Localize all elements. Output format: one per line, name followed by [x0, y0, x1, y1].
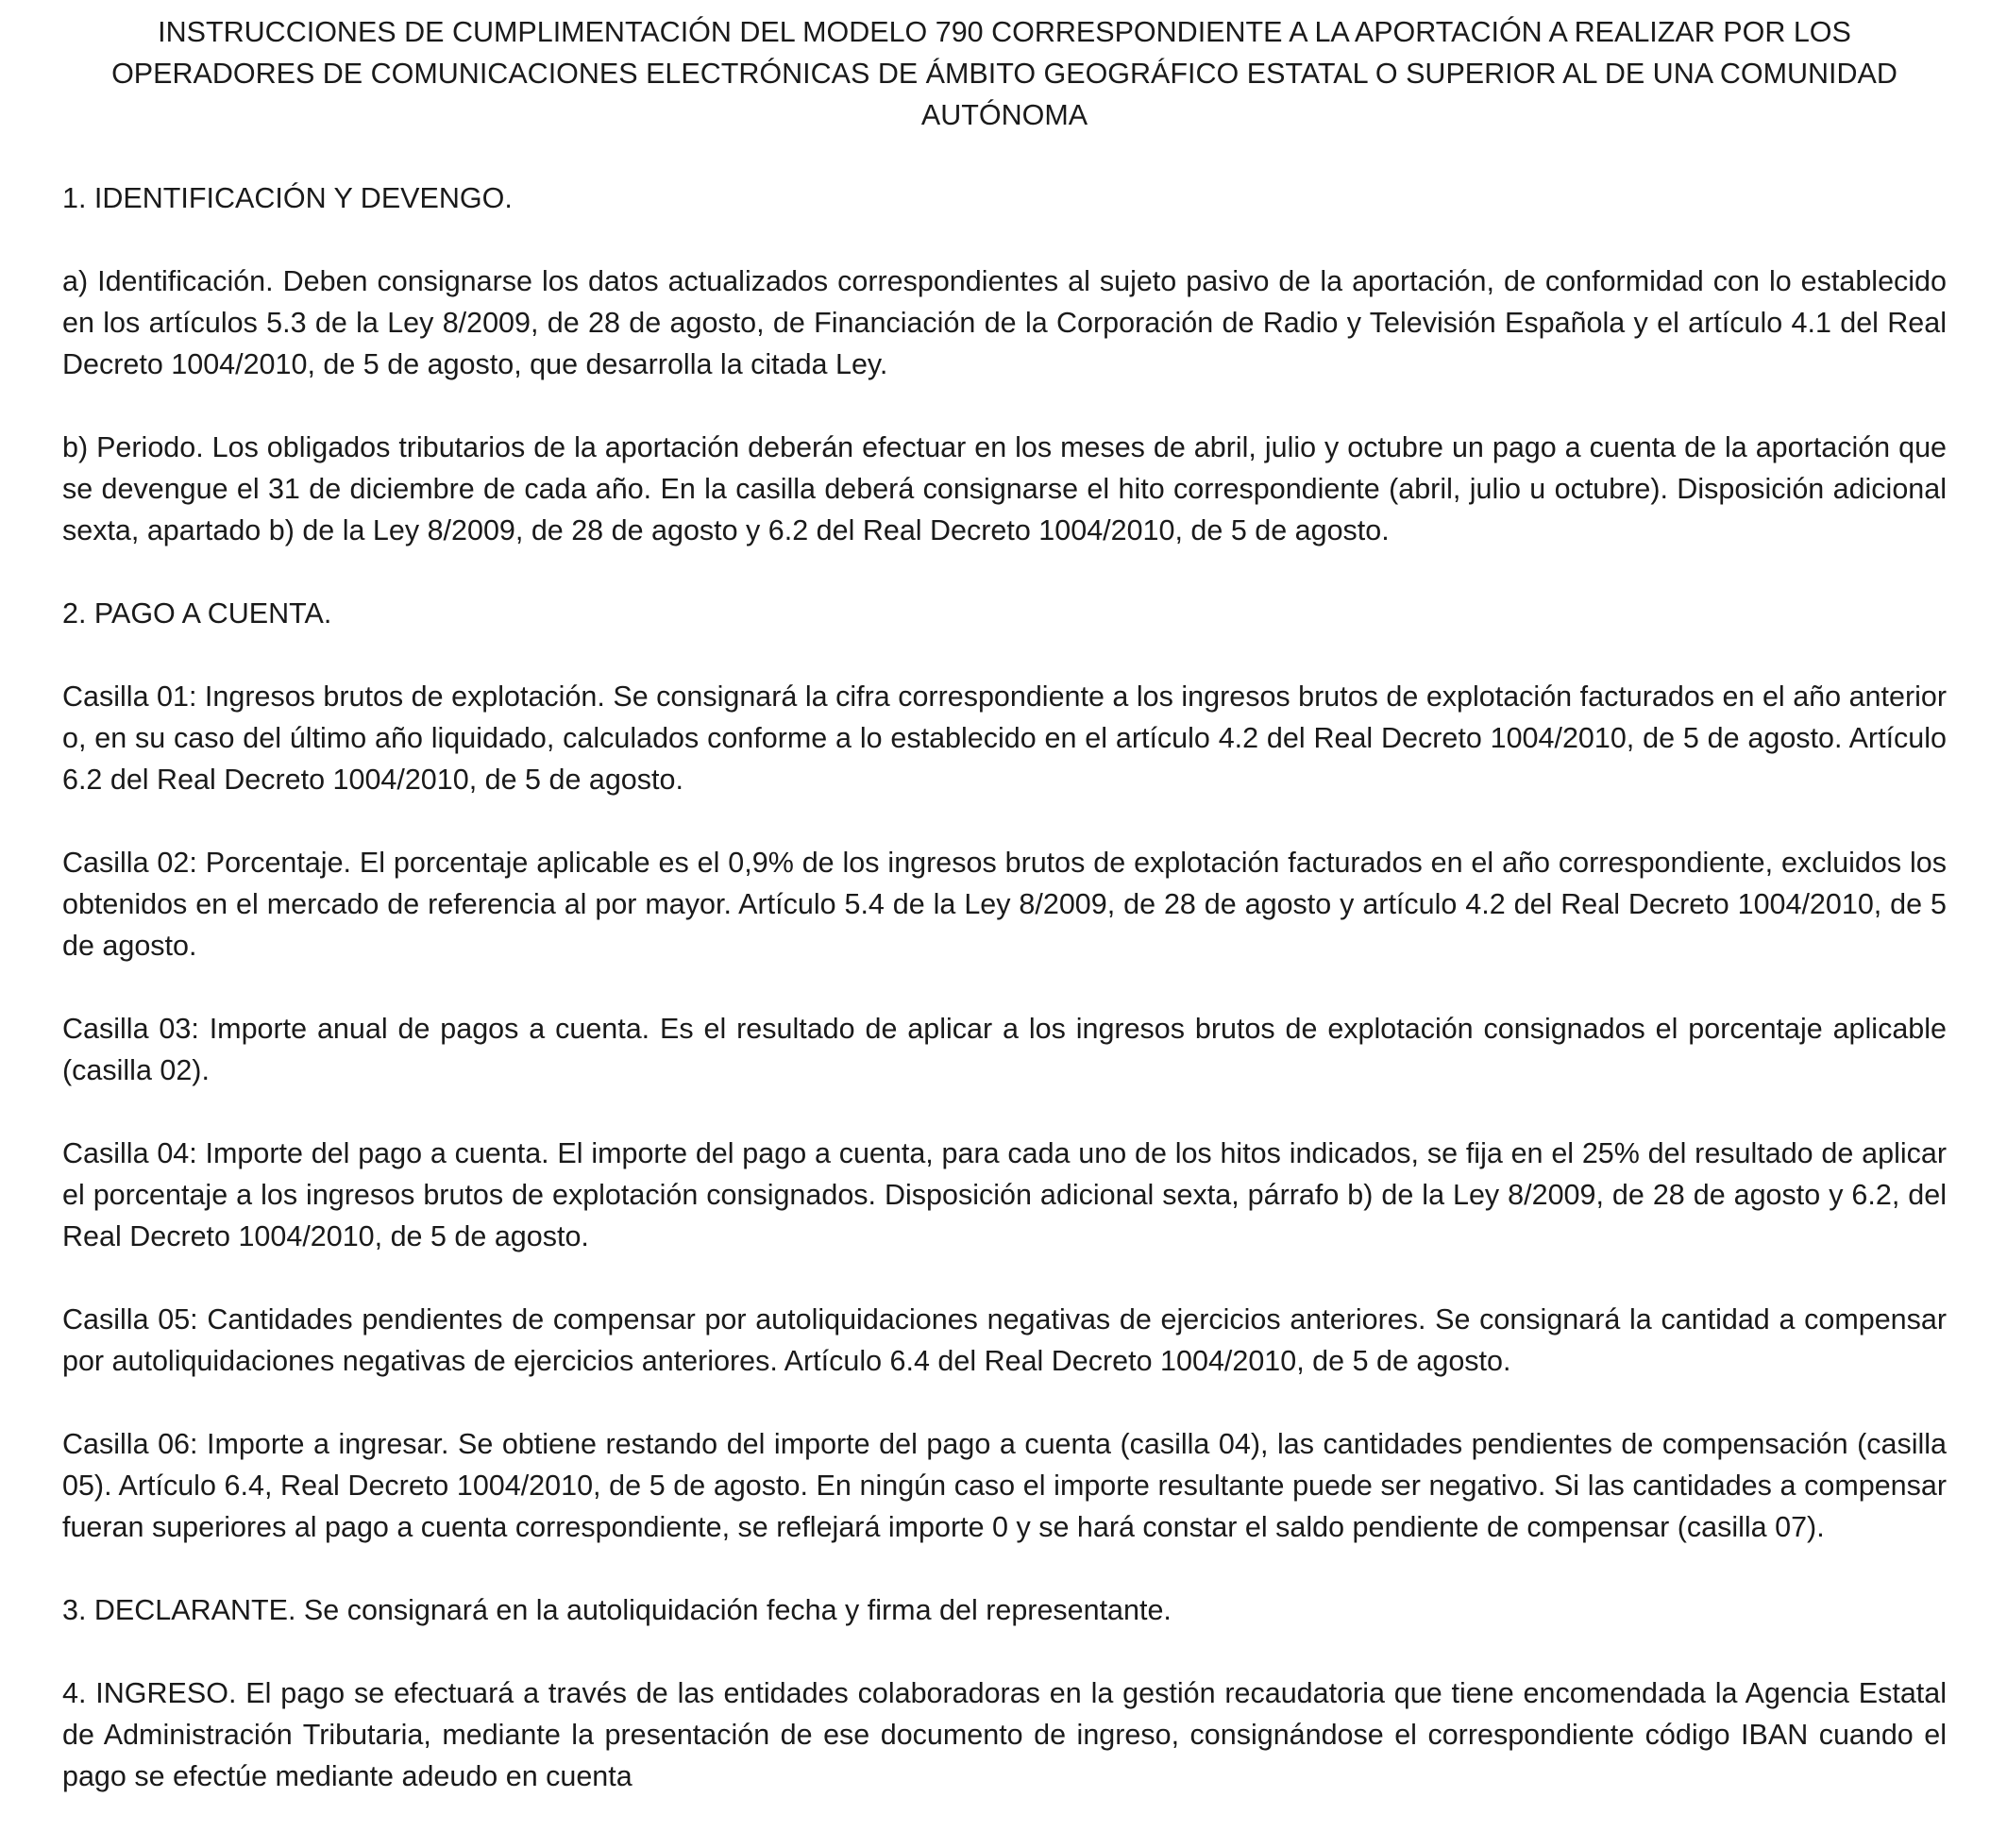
spacer	[62, 1382, 1947, 1423]
spacer	[62, 551, 1947, 593]
paragraph-casilla-01: Casilla 01: Ingresos brutos de explotación. Se consignará la cifra correspondiente a los ingresos brutos de explotación facturados en el año anterior o, en su caso del último año liquidado, calculados conforme a lo establecido en el artículo 4.2 del Real Decreto 1004/2010, de 5 de agosto. Artículo 6.2 del Real Decreto 1004/2010, de 5 de agosto.	[62, 680, 1947, 796]
spacer	[62, 1257, 1947, 1299]
paragraph-casilla-04: Casilla 04: Importe del pago a cuenta. El importe del pago a cuenta, para cada uno de los hitos indicados, se fija en el 25% del resultado de aplicar el porcentaje a los ingresos brutos de explotación consignados. Disposición adicional sexta, párrafo b) de la Ley 8/2009, de 28 de agosto y 6.2, del Real Decreto 1004/2010, de 5 de agosto.	[62, 1137, 1947, 1252]
paragraph-casilla-02: Casilla 02: Porcentaje. El porcentaje aplicable es el 0,9% de los ingresos brutos de explotación facturados en el año correspondiente, excluidos los obtenidos en el mercado de referencia al por mayor. Artículo 5.4 de la Ley 8/2009, de 28 de agosto y artículo 4.2 del Real Decreto 1004/2010, de 5 de agosto.	[62, 847, 1947, 962]
spacer	[62, 136, 1947, 177]
spacer	[62, 219, 1947, 260]
spacer	[62, 800, 1947, 842]
spacer	[62, 634, 1947, 676]
section-2-heading: 2. PAGO A CUENTA.	[62, 597, 332, 630]
section-1-heading: 1. IDENTIFICACIÓN Y DEVENGO.	[62, 182, 513, 214]
paragraph-periodo: b) Periodo. Los obligados tributarios de la aportación deberán efectuar en los meses de abril, julio y octubre un pago a cuenta de la aportación que se devengue el 31 de diciembre de cada año. En la casilla deberá consignarse el hito correspondiente (abril, julio u octubre). Disposición adicional sexta, apartado b) de la Ley 8/2009, de 28 de agosto y 6.2 del Real Decreto 1004/2010, de 5 de agosto.	[62, 431, 1947, 546]
paragraph-declarante: 3. DECLARANTE. Se consignará en la autoliquidación fecha y firma del representante.	[62, 1594, 1172, 1626]
spacer	[62, 1548, 1947, 1589]
spacer	[62, 385, 1947, 427]
spacer	[62, 966, 1947, 1008]
paragraph-casilla-06: Casilla 06: Importe a ingresar. Se obtiene restando del importe del pago a cuenta (casilla 04), las cantidades pendientes de compensación (casilla 05). Artículo 6.4, Real Decreto 1004/2010, de 5 de agosto. En ningún caso el importe resultante puede ser negativo. Si las cantidades a compensar fueran superiores al pago a cuenta correspondiente, se reflejará importe 0 y se hará constar el saldo pendiente de compensar (casilla 07).	[62, 1428, 1947, 1543]
spacer	[62, 1091, 1947, 1133]
document-page	[62, 11, 1947, 1797]
paragraph-casilla-05: Casilla 05: Cantidades pendientes de compensar por autoliquidaciones negativas de ejercicios anteriores. Se consignará la cantidad a compensar por autoliquidaciones negativas de ejercicios anteriores. Artículo 6.4 del Real Decreto 1004/2010, de 5 de agosto.	[62, 1303, 1947, 1377]
paragraph-casilla-03: Casilla 03: Importe anual de pagos a cuenta. Es el resultado de aplicar a los ingresos brutos de explotación consignados el porcentaje aplicable (casilla 02).	[62, 1013, 1947, 1086]
paragraph-identificacion: a) Identificación. Deben consignarse los datos actualizados correspondientes al sujeto pasivo de la aportación, de conformidad con lo establecido en los artículos 5.3 de la Ley 8/2009, de 28 de agosto, de Financiación de la Corporación de Radio y Televisión Española y el artículo 4.1 del Real Decreto 1004/2010, de 5 de agosto, que desarrolla la citada Ley.	[62, 265, 1947, 380]
paragraph-ingreso: 4. INGRESO. El pago se efectuará a través de las entidades colaboradoras en la gestión recaudatoria que tiene encomendada la Agencia Estatal de Administración Tributaria, mediante la presentación de ese documento de ingreso, consignándose el correspondiente código IBAN cuando el pago se efectúe mediante adeudo en cuenta	[62, 1677, 1947, 1792]
document-title: INSTRUCCIONES DE CUMPLIMENTACIÓN DEL MODELO 790 CORRESPONDIENTE A LA APORTACIÓN A REALIZAR POR LOS OPERADORES DE COMUNICACIONES ELECTRÓNICAS DE ÁMBITO GEOGRÁFICO ESTATAL O SUPERIOR AL DE UNA COMUNIDAD AUTÓNOMA	[111, 16, 1897, 131]
spacer	[62, 1631, 1947, 1672]
